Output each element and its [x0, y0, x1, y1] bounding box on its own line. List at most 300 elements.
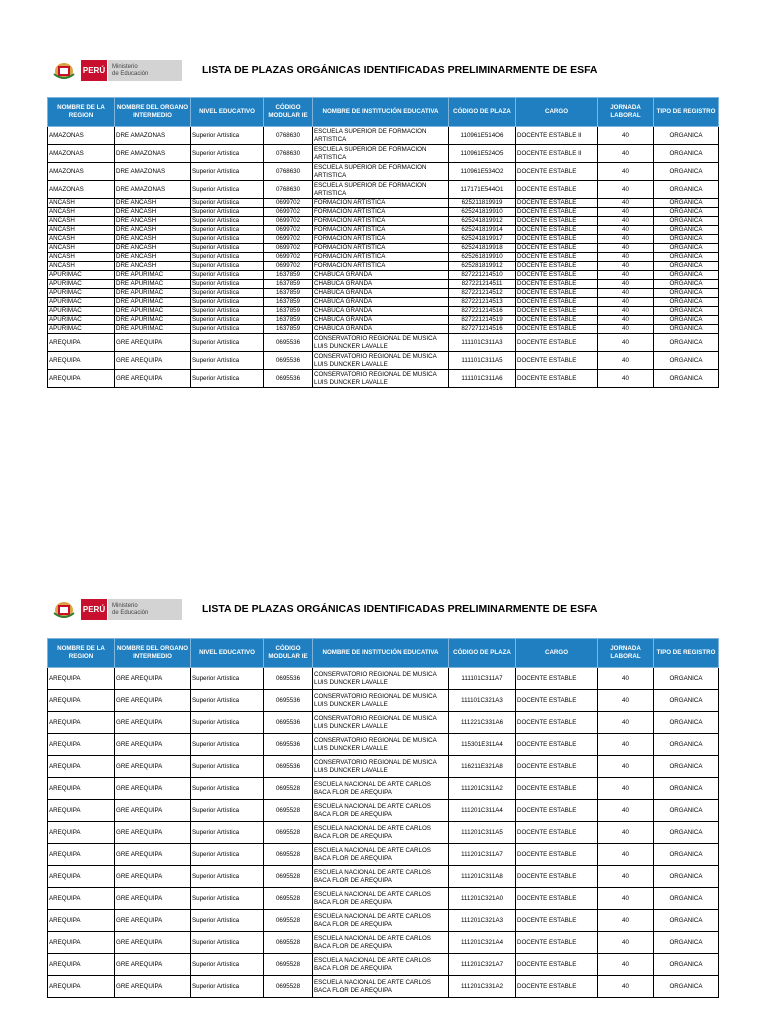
- table-cell: DRE AMAZONAS: [115, 181, 191, 199]
- table-cell: ORGANICA: [654, 910, 719, 932]
- page-header: [0, 58, 768, 88]
- table-cell: 110961E514O6: [449, 127, 516, 145]
- table-cell: DOCENTE ESTABLE: [516, 163, 598, 181]
- table-cell: DOCENTE ESTABLE: [516, 298, 598, 307]
- column-header: NIVEL EDUCATIVO: [191, 98, 264, 127]
- table-row: [48, 145, 719, 163]
- table-cell: 40: [598, 253, 654, 262]
- table-cell: 40: [598, 668, 654, 690]
- table-cell: 111201C311A2: [449, 778, 516, 800]
- plazas-table: [47, 638, 719, 998]
- table-cell: ESCUELA NACIONAL DE ARTE CARLOS BACA FLOR DE AREQUIPA: [313, 844, 449, 866]
- table-cell: GRE AREQUIPA: [115, 866, 191, 888]
- table-row: [48, 866, 719, 888]
- table-cell: DOCENTE ESTABLE: [516, 280, 598, 289]
- table-cell: CHABUCA GRANDA: [313, 271, 449, 280]
- table-cell: AREQUIPA: [48, 756, 115, 778]
- table-cell: FORMACION ARTISTICA: [313, 244, 449, 253]
- table-row: [48, 181, 719, 199]
- table-cell: CONSERVATORIO REGIONAL DE MUSICA LUIS DUNCKER LAVALLE: [313, 334, 449, 352]
- ministry-label: [108, 599, 182, 620]
- table-cell: DOCENTE ESTABLE: [516, 271, 598, 280]
- table-cell: 111101C321A3: [449, 690, 516, 712]
- table-cell: 40: [598, 325, 654, 334]
- table-cell: APURIMAC: [48, 307, 115, 316]
- table-row: [48, 316, 719, 325]
- table-cell: Superior Artística: [191, 910, 264, 932]
- table-cell: 111201C311A5: [449, 822, 516, 844]
- table-cell: 40: [598, 226, 654, 235]
- table-cell: AMAZONAS: [48, 163, 115, 181]
- table-cell: APURIMAC: [48, 289, 115, 298]
- table-cell: ORGANICA: [654, 756, 719, 778]
- table-cell: AREQUIPA: [48, 910, 115, 932]
- table-cell: DOCENTE ESTABLE: [516, 712, 598, 734]
- column-header: TIPO DE REGISTRO: [654, 98, 719, 127]
- table-cell: 0768630: [264, 163, 313, 181]
- table-cell: CONSERVATORIO REGIONAL DE MUSICA LUIS DUNCKER LAVALLE: [313, 756, 449, 778]
- table-cell: FORMACION ARTISTICA: [313, 199, 449, 208]
- table-cell: ORGANICA: [654, 954, 719, 976]
- table-cell: AREQUIPA: [48, 668, 115, 690]
- table-cell: Superior Artística: [191, 370, 264, 388]
- table-cell: ORGANICA: [654, 932, 719, 954]
- table-cell: ORGANICA: [654, 352, 719, 370]
- table-cell: AREQUIPA: [48, 932, 115, 954]
- table-row: [48, 307, 719, 316]
- table-cell: 0699702: [264, 262, 313, 271]
- table-cell: ORGANICA: [654, 226, 719, 235]
- table-cell: DOCENTE ESTABLE: [516, 778, 598, 800]
- table-cell: 0699702: [264, 199, 313, 208]
- column-header: CARGO: [516, 639, 598, 668]
- column-header: CARGO: [516, 98, 598, 127]
- table-cell: ORGANICA: [654, 280, 719, 289]
- table-row: [48, 668, 719, 690]
- page-title: LISTA DE PLAZAS ORGÁNICAS IDENTIFICADAS PRELIMINARMENTE DE ESFA: [202, 64, 598, 76]
- table-cell: 40: [598, 844, 654, 866]
- table-cell: 827271214516: [449, 325, 516, 334]
- table-cell: 40: [598, 217, 654, 226]
- table-cell: DRE ANCASH: [115, 217, 191, 226]
- table-cell: AMAZONAS: [48, 181, 115, 199]
- column-header: JORNADA LABORAL: [598, 98, 654, 127]
- table-cell: Superior Artística: [191, 289, 264, 298]
- table-cell: ORGANICA: [654, 888, 719, 910]
- table-cell: 827221214511: [449, 280, 516, 289]
- table-cell: DOCENTE ESTABLE: [516, 822, 598, 844]
- peru-crest-icon: [52, 599, 76, 620]
- table-cell: Superior Artística: [191, 217, 264, 226]
- table-cell: DOCENTE ESTABLE: [516, 226, 598, 235]
- table-cell: CONSERVATORIO REGIONAL DE MUSICA LUIS DUNCKER LAVALLE: [313, 668, 449, 690]
- table-cell: 0695536: [264, 734, 313, 756]
- table-cell: DOCENTE ESTABLE: [516, 235, 598, 244]
- table-row: [48, 712, 719, 734]
- table-cell: 40: [598, 127, 654, 145]
- table-cell: 40: [598, 199, 654, 208]
- table-cell: 0695536: [264, 668, 313, 690]
- table-cell: DRE APURIMAC: [115, 280, 191, 289]
- table-cell: 115301E311A4: [449, 734, 516, 756]
- table-cell: GRE AREQUIPA: [115, 954, 191, 976]
- table-cell: Superior Artística: [191, 334, 264, 352]
- table-cell: Superior Artística: [191, 316, 264, 325]
- table-cell: DRE ANCASH: [115, 262, 191, 271]
- table-cell: AREQUIPA: [48, 712, 115, 734]
- table-cell: CONSERVATORIO REGIONAL DE MUSICA LUIS DUNCKER LAVALLE: [313, 734, 449, 756]
- table-cell: DOCENTE ESTABLE: [516, 370, 598, 388]
- table-row: [48, 199, 719, 208]
- table-cell: FORMACION ARTISTICA: [313, 226, 449, 235]
- table-cell: APURIMAC: [48, 271, 115, 280]
- table-cell: AREQUIPA: [48, 976, 115, 998]
- table-cell: CONSERVATORIO REGIONAL DE MUSICA LUIS DUNCKER LAVALLE: [313, 712, 449, 734]
- table-cell: 111101C311A7: [449, 668, 516, 690]
- table-cell: AREQUIPA: [48, 800, 115, 822]
- table-cell: DOCENTE ESTABLE: [516, 217, 598, 226]
- table-cell: APURIMAC: [48, 325, 115, 334]
- table-cell: DRE APURIMAC: [115, 307, 191, 316]
- table-cell: Superior Artística: [191, 298, 264, 307]
- table-cell: DOCENTE ESTABLE II: [516, 127, 598, 145]
- table-cell: CONSERVATORIO REGIONAL DE MUSICA LUIS DUNCKER LAVALLE: [313, 370, 449, 388]
- table-cell: 0695528: [264, 844, 313, 866]
- table-cell: 0695536: [264, 352, 313, 370]
- table-cell: CONSERVATORIO REGIONAL DE MUSICA LUIS DUNCKER LAVALLE: [313, 690, 449, 712]
- table-cell: Superior Artística: [191, 822, 264, 844]
- table-cell: 625241819912: [449, 217, 516, 226]
- table-cell: 625281819912: [449, 262, 516, 271]
- column-header: JORNADA LABORAL: [598, 639, 654, 668]
- table-row: [48, 734, 719, 756]
- peru-label: PERÚ: [81, 60, 107, 81]
- table-row: [48, 289, 719, 298]
- column-header: NIVEL EDUCATIVO: [191, 639, 264, 668]
- table-cell: APURIMAC: [48, 298, 115, 307]
- table-cell: 40: [598, 316, 654, 325]
- table-cell: ORGANICA: [654, 289, 719, 298]
- table-cell: DRE APURIMAC: [115, 289, 191, 298]
- table-cell: 111201C321A7: [449, 954, 516, 976]
- table-cell: 40: [598, 976, 654, 998]
- table-cell: 40: [598, 163, 654, 181]
- table-cell: 40: [598, 262, 654, 271]
- column-header: NOMBRE DE LA REGION: [48, 98, 115, 127]
- table-cell: 40: [598, 289, 654, 298]
- table-cell: 0695528: [264, 800, 313, 822]
- table-cell: 827221214516: [449, 307, 516, 316]
- table-cell: ORGANICA: [654, 334, 719, 352]
- table-cell: ESCUELA SUPERIOR DE FORMACION ARTISTICA: [313, 145, 449, 163]
- table-cell: DOCENTE ESTABLE: [516, 289, 598, 298]
- page-title: LISTA DE PLAZAS ORGÁNICAS IDENTIFICADAS PRELIMINARMENTE DE ESFA: [202, 603, 598, 615]
- table-row: [48, 298, 719, 307]
- table-row: [48, 262, 719, 271]
- table-cell: Superior Artística: [191, 932, 264, 954]
- table-cell: ORGANICA: [654, 163, 719, 181]
- table-cell: 1637859: [264, 298, 313, 307]
- table-cell: DOCENTE ESTABLE: [516, 734, 598, 756]
- table-row: [48, 163, 719, 181]
- table-cell: ESCUELA NACIONAL DE ARTE CARLOS BACA FLOR DE AREQUIPA: [313, 800, 449, 822]
- table-cell: ORGANICA: [654, 325, 719, 334]
- table-cell: ORGANICA: [654, 800, 719, 822]
- table-row: [48, 127, 719, 145]
- table-cell: ORGANICA: [654, 316, 719, 325]
- table-cell: 0699702: [264, 208, 313, 217]
- table-row: [48, 271, 719, 280]
- table-row: [48, 226, 719, 235]
- table-cell: DOCENTE ESTABLE: [516, 932, 598, 954]
- table-row: [48, 208, 719, 217]
- table-cell: Superior Artística: [191, 778, 264, 800]
- table-cell: GRE AREQUIPA: [115, 778, 191, 800]
- column-header: NOMBRE DEL ORGANO INTERMEDIO: [115, 98, 191, 127]
- table-header-row: [48, 98, 719, 127]
- table-cell: DOCENTE ESTABLE: [516, 910, 598, 932]
- table-cell: ORGANICA: [654, 370, 719, 388]
- table-cell: DOCENTE ESTABLE: [516, 690, 598, 712]
- table-cell: DOCENTE ESTABLE: [516, 316, 598, 325]
- table-row: [48, 844, 719, 866]
- table-cell: 40: [598, 307, 654, 316]
- table-cell: DRE ANCASH: [115, 226, 191, 235]
- table-cell: 40: [598, 712, 654, 734]
- table-cell: ORGANICA: [654, 181, 719, 199]
- table-cell: 110961E524O5: [449, 145, 516, 163]
- table-cell: 625261819910: [449, 253, 516, 262]
- table-cell: 827221214513: [449, 298, 516, 307]
- table-cell: DOCENTE ESTABLE: [516, 800, 598, 822]
- table-cell: ANCASH: [48, 262, 115, 271]
- table-cell: DOCENTE ESTABLE: [516, 866, 598, 888]
- table-cell: GRE AREQUIPA: [115, 370, 191, 388]
- table-cell: 40: [598, 800, 654, 822]
- table-cell: 40: [598, 932, 654, 954]
- table-cell: ESCUELA SUPERIOR DE FORMACION ARTISTICA: [313, 181, 449, 199]
- table-cell: 0699702: [264, 253, 313, 262]
- table-cell: 0699702: [264, 226, 313, 235]
- table-cell: 111201C311A7: [449, 844, 516, 866]
- ministry-line-1: Ministerio: [112, 63, 138, 70]
- table-cell: GRE AREQUIPA: [115, 888, 191, 910]
- table-cell: 0695528: [264, 910, 313, 932]
- table-cell: 40: [598, 271, 654, 280]
- table-cell: FORMACION ARTISTICA: [313, 208, 449, 217]
- table-cell: GRE AREQUIPA: [115, 756, 191, 778]
- table-cell: 111201C331A2: [449, 976, 516, 998]
- table-cell: DOCENTE ESTABLE: [516, 181, 598, 199]
- table-header-row: [48, 639, 719, 668]
- table-cell: ORGANICA: [654, 734, 719, 756]
- column-header: CÓDIGO DE PLAZA: [449, 639, 516, 668]
- table-cell: 40: [598, 954, 654, 976]
- table-cell: AREQUIPA: [48, 734, 115, 756]
- table-cell: Superior Artística: [191, 262, 264, 271]
- table-cell: 827221214512: [449, 289, 516, 298]
- table-cell: AMAZONAS: [48, 145, 115, 163]
- table-cell: ORGANICA: [654, 712, 719, 734]
- table-cell: ORGANICA: [654, 271, 719, 280]
- table-cell: 0695528: [264, 888, 313, 910]
- table-cell: ANCASH: [48, 217, 115, 226]
- table-cell: 625241819917: [449, 235, 516, 244]
- table-cell: ANCASH: [48, 226, 115, 235]
- ministry-logo: [52, 597, 182, 622]
- table-cell: 0699702: [264, 244, 313, 253]
- table-cell: AREQUIPA: [48, 822, 115, 844]
- table-cell: 111201C321A4: [449, 932, 516, 954]
- table-cell: ESCUELA NACIONAL DE ARTE CARLOS BACA FLOR DE AREQUIPA: [313, 910, 449, 932]
- table-cell: CHABUCA GRANDA: [313, 325, 449, 334]
- table-cell: AREQUIPA: [48, 334, 115, 352]
- table-cell: APURIMAC: [48, 316, 115, 325]
- table-row: [48, 370, 719, 388]
- table-cell: DRE APURIMAC: [115, 325, 191, 334]
- table-cell: DOCENTE ESTABLE: [516, 307, 598, 316]
- ministry-line-1: Ministerio: [112, 602, 138, 609]
- table-cell: 40: [598, 235, 654, 244]
- table-cell: DOCENTE ESTABLE: [516, 262, 598, 271]
- table-cell: 40: [598, 822, 654, 844]
- table-cell: DRE AMAZONAS: [115, 127, 191, 145]
- table-cell: 111101C311A5: [449, 352, 516, 370]
- table-cell: 1637859: [264, 289, 313, 298]
- table-cell: CHABUCA GRANDA: [313, 298, 449, 307]
- table-cell: DOCENTE ESTABLE: [516, 325, 598, 334]
- table-row: [48, 352, 719, 370]
- table-cell: ORGANICA: [654, 217, 719, 226]
- table-cell: Superior Artística: [191, 668, 264, 690]
- table-cell: DRE APURIMAC: [115, 271, 191, 280]
- table-row: [48, 244, 719, 253]
- table-cell: 625241819918: [449, 244, 516, 253]
- table-cell: 0695528: [264, 954, 313, 976]
- table-cell: GRE AREQUIPA: [115, 734, 191, 756]
- table-cell: ORGANICA: [654, 208, 719, 217]
- table-cell: Superior Artística: [191, 244, 264, 253]
- ministry-line-2: de Educación: [112, 70, 149, 77]
- table-cell: Superior Artística: [191, 325, 264, 334]
- table-cell: 40: [598, 690, 654, 712]
- table-row: [48, 910, 719, 932]
- table-cell: 0695528: [264, 932, 313, 954]
- table-cell: DRE ANCASH: [115, 208, 191, 217]
- table-cell: GRE AREQUIPA: [115, 668, 191, 690]
- table-cell: ORGANICA: [654, 307, 719, 316]
- table-cell: ORGANICA: [654, 244, 719, 253]
- table-cell: 0695536: [264, 756, 313, 778]
- table-cell: ANCASH: [48, 244, 115, 253]
- column-header: TIPO DE REGISTRO: [654, 639, 719, 668]
- table-cell: 625211819919: [449, 199, 516, 208]
- table-cell: 0768630: [264, 145, 313, 163]
- table-cell: 827221214510: [449, 271, 516, 280]
- table-cell: 0699702: [264, 217, 313, 226]
- column-header: CÓDIGO MODULAR IE: [264, 98, 313, 127]
- table-cell: ORGANICA: [654, 235, 719, 244]
- table-row: [48, 800, 719, 822]
- column-header: NOMBRE DE INSTITUCIÓN EDUCATIVA: [313, 639, 449, 668]
- table-cell: DOCENTE ESTABLE: [516, 334, 598, 352]
- table-cell: AREQUIPA: [48, 954, 115, 976]
- table-cell: 625241819910: [449, 208, 516, 217]
- table-cell: ORGANICA: [654, 690, 719, 712]
- table-cell: 827221214519: [449, 316, 516, 325]
- table-cell: 111201C321A0: [449, 888, 516, 910]
- table-row: [48, 334, 719, 352]
- table-cell: 625241819914: [449, 226, 516, 235]
- table-cell: FORMACION ARTISTICA: [313, 217, 449, 226]
- table-cell: ORGANICA: [654, 976, 719, 998]
- table-cell: DOCENTE ESTABLE: [516, 208, 598, 217]
- table-cell: Superior Artística: [191, 352, 264, 370]
- table-cell: 40: [598, 334, 654, 352]
- table-cell: 40: [598, 352, 654, 370]
- table-row: [48, 954, 719, 976]
- table-cell: FORMACION ARTISTICA: [313, 235, 449, 244]
- table-cell: AREQUIPA: [48, 778, 115, 800]
- table-cell: DRE ANCASH: [115, 244, 191, 253]
- table-cell: 40: [598, 756, 654, 778]
- table-cell: Superior Artística: [191, 800, 264, 822]
- table-row: [48, 756, 719, 778]
- table-cell: CHABUCA GRANDA: [313, 316, 449, 325]
- table-row: [48, 822, 719, 844]
- table-cell: 40: [598, 280, 654, 289]
- table-cell: 116211E321A8: [449, 756, 516, 778]
- table-cell: 111101C311A6: [449, 370, 516, 388]
- table-cell: Superior Artística: [191, 127, 264, 145]
- table-cell: 0695536: [264, 690, 313, 712]
- table-cell: ESCUELA NACIONAL DE ARTE CARLOS BACA FLOR DE AREQUIPA: [313, 932, 449, 954]
- table-cell: DOCENTE ESTABLE: [516, 976, 598, 998]
- table-cell: ESCUELA NACIONAL DE ARTE CARLOS BACA FLOR DE AREQUIPA: [313, 822, 449, 844]
- table-cell: 111201C311A4: [449, 800, 516, 822]
- table-cell: 40: [598, 244, 654, 253]
- table-cell: Superior Artística: [191, 976, 264, 998]
- table-cell: ORGANICA: [654, 298, 719, 307]
- table-cell: GRE AREQUIPA: [115, 932, 191, 954]
- peru-label: PERÚ: [81, 599, 107, 620]
- table-cell: DRE ANCASH: [115, 235, 191, 244]
- table-cell: ORGANICA: [654, 127, 719, 145]
- table-cell: 1637859: [264, 325, 313, 334]
- table-cell: GRE AREQUIPA: [115, 712, 191, 734]
- table-cell: ORGANICA: [654, 668, 719, 690]
- table-cell: DOCENTE ESTABLE: [516, 668, 598, 690]
- table-row: [48, 280, 719, 289]
- table-cell: Superior Artística: [191, 145, 264, 163]
- table-cell: ESCUELA NACIONAL DE ARTE CARLOS BACA FLOR DE AREQUIPA: [313, 976, 449, 998]
- table-cell: DOCENTE ESTABLE: [516, 253, 598, 262]
- table-cell: ORGANICA: [654, 866, 719, 888]
- table-cell: Superior Artística: [191, 690, 264, 712]
- table-cell: 40: [598, 778, 654, 800]
- table-row: [48, 932, 719, 954]
- table-cell: DOCENTE ESTABLE: [516, 888, 598, 910]
- table-cell: DRE AMAZONAS: [115, 163, 191, 181]
- table-cell: Superior Artística: [191, 181, 264, 199]
- table-row: [48, 253, 719, 262]
- table-cell: 0695528: [264, 778, 313, 800]
- table-cell: ESCUELA NACIONAL DE ARTE CARLOS BACA FLOR DE AREQUIPA: [313, 778, 449, 800]
- table-cell: DOCENTE ESTABLE: [516, 756, 598, 778]
- column-header: NOMBRE DE INSTITUCIÓN EDUCATIVA: [313, 98, 449, 127]
- table-cell: GRE AREQUIPA: [115, 800, 191, 822]
- table-row: [48, 778, 719, 800]
